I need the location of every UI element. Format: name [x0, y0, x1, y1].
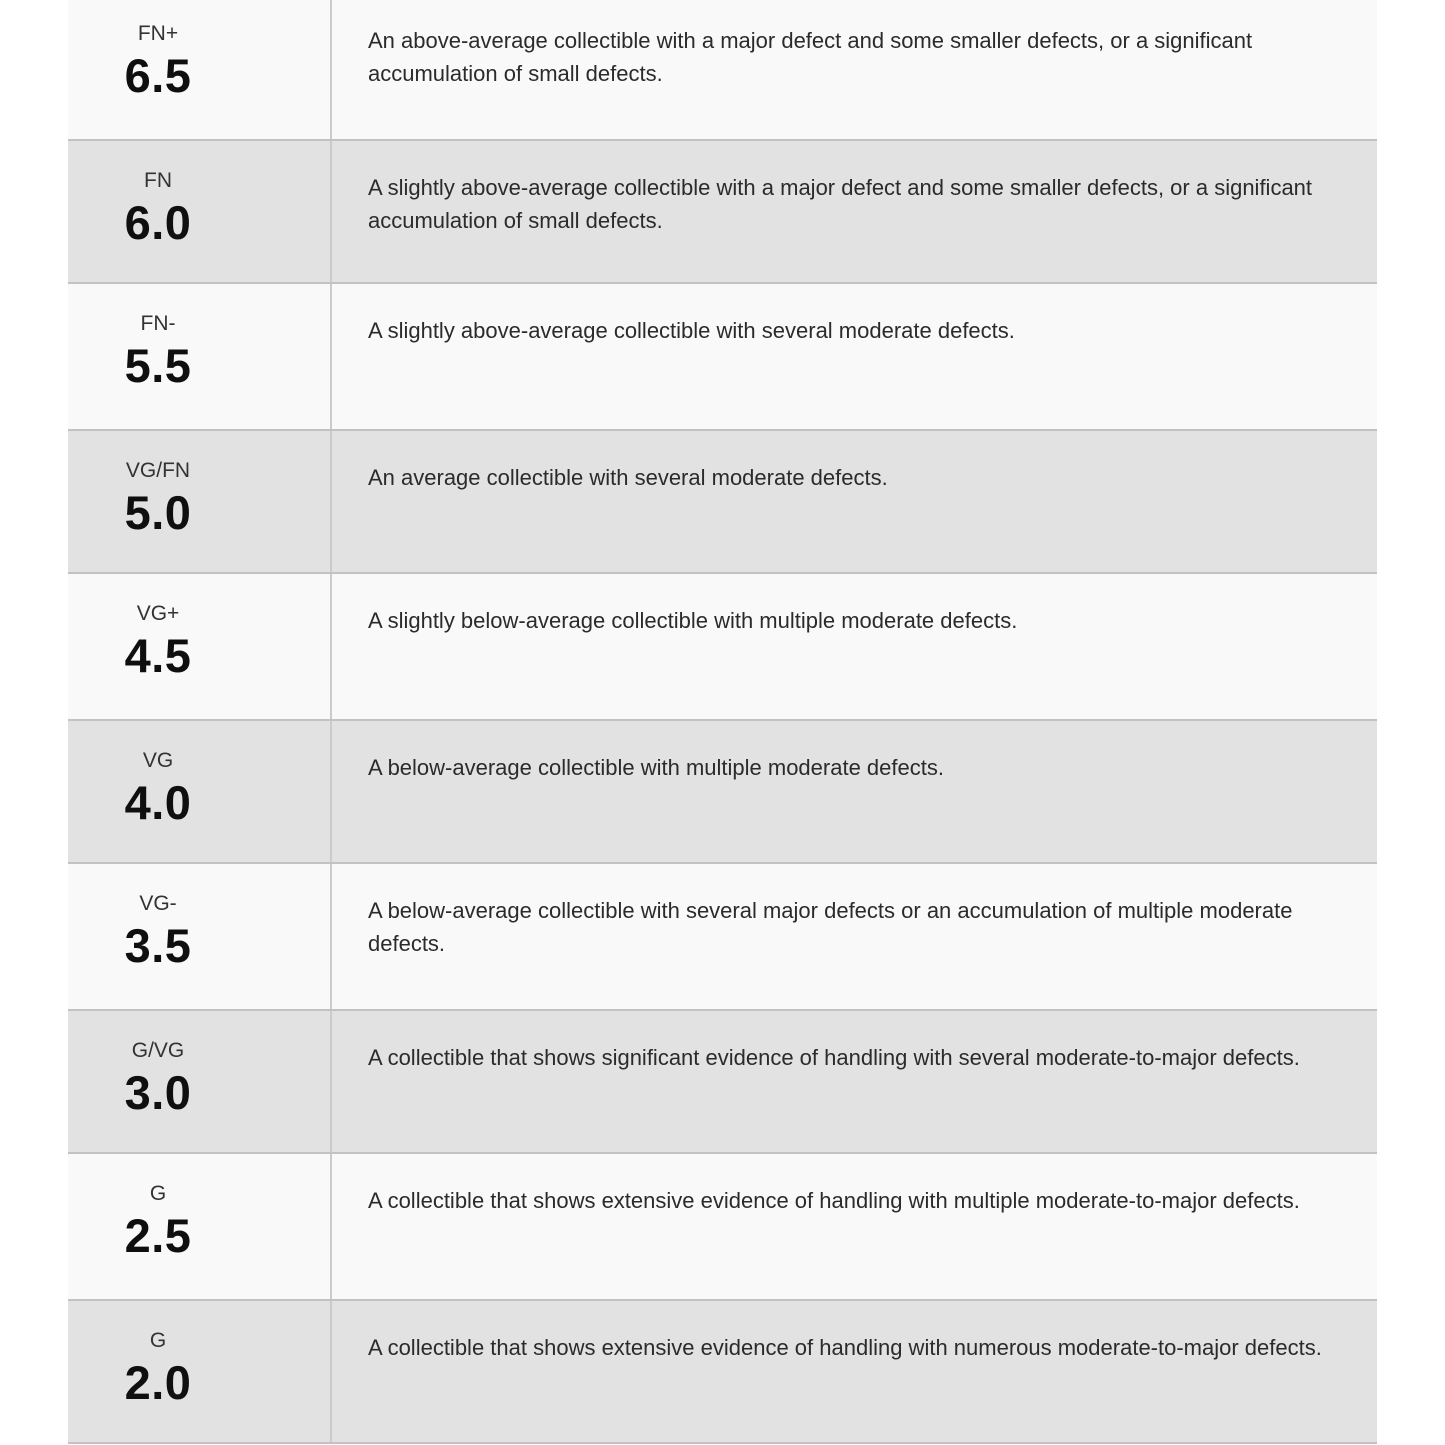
grade-cell	[68, 284, 332, 429]
grade-label: FN+	[137, 22, 179, 45]
grade-cell	[68, 864, 332, 1009]
grade-cell	[68, 1011, 332, 1152]
grade-cell	[68, 721, 332, 862]
grade-number: 3.5	[124, 919, 192, 972]
grade-description: A collectible that shows extensive evidence of handling with multiple moderate-to-major defects.	[368, 1188, 1300, 1213]
grade-description: A below-average collectible with multiple moderate defects.	[368, 755, 944, 780]
table-row	[68, 574, 1377, 719]
grade-number: 2.0	[124, 1356, 192, 1409]
grade-number: 6.5	[124, 49, 192, 102]
table-row	[68, 719, 1377, 864]
grade-description: A slightly below-average collectible with multiple moderate defects.	[368, 608, 1018, 633]
grade-description: A slightly above-average collectible with a major defect and some smaller defects, or a significant accumulation of small defects.	[368, 175, 1313, 233]
grade-label: G	[149, 1329, 167, 1352]
table-row	[68, 0, 1377, 139]
grade-description: A slightly above-average collectible with several moderate defects.	[368, 318, 1015, 343]
grade-label: FN	[144, 169, 172, 192]
grade-label: G	[149, 1182, 167, 1205]
table-row	[68, 139, 1377, 284]
grade-description: A collectible that shows extensive evidence of handling with numerous moderate-to-major defects.	[368, 1335, 1322, 1360]
grade-number: 2.5	[124, 1209, 192, 1262]
grade-label: VG-	[139, 892, 177, 915]
grade-number: 4.0	[124, 776, 192, 829]
grade-label: FN-	[140, 312, 176, 335]
grade-cell	[68, 1154, 332, 1299]
grade-cell	[68, 0, 332, 139]
table-row	[68, 429, 1377, 574]
table-row	[68, 284, 1377, 429]
table-row	[68, 1299, 1377, 1444]
grade-number: 5.5	[124, 339, 192, 392]
table-row	[68, 864, 1377, 1009]
grade-description: An average collectible with several moderate defects.	[368, 465, 888, 490]
grade-cell	[68, 141, 332, 282]
grade-number: 3.0	[124, 1066, 192, 1119]
grade-label: G/VG	[131, 1039, 185, 1062]
grading-scale-table	[68, 0, 1377, 1444]
grade-label: VG	[142, 749, 174, 772]
grade-description: A below-average collectible with several major defects or an accumulation of multiple moderate defects.	[368, 898, 1293, 956]
grade-label: VG+	[136, 602, 180, 625]
grade-label: VG/FN	[125, 459, 191, 482]
table-row	[68, 1154, 1377, 1299]
grade-cell	[68, 1301, 332, 1442]
grade-description: A collectible that shows significant evidence of handling with several moderate-to-major defects.	[368, 1045, 1300, 1070]
grade-cell	[68, 431, 332, 572]
grade-number: 5.0	[124, 486, 192, 539]
grade-description: An above-average collectible with a major defect and some smaller defects, or a significant accumulation of small defects.	[368, 28, 1253, 86]
grade-number: 6.0	[124, 196, 192, 249]
grade-cell	[68, 574, 332, 719]
table-row	[68, 1009, 1377, 1154]
grade-number: 4.5	[124, 629, 192, 682]
